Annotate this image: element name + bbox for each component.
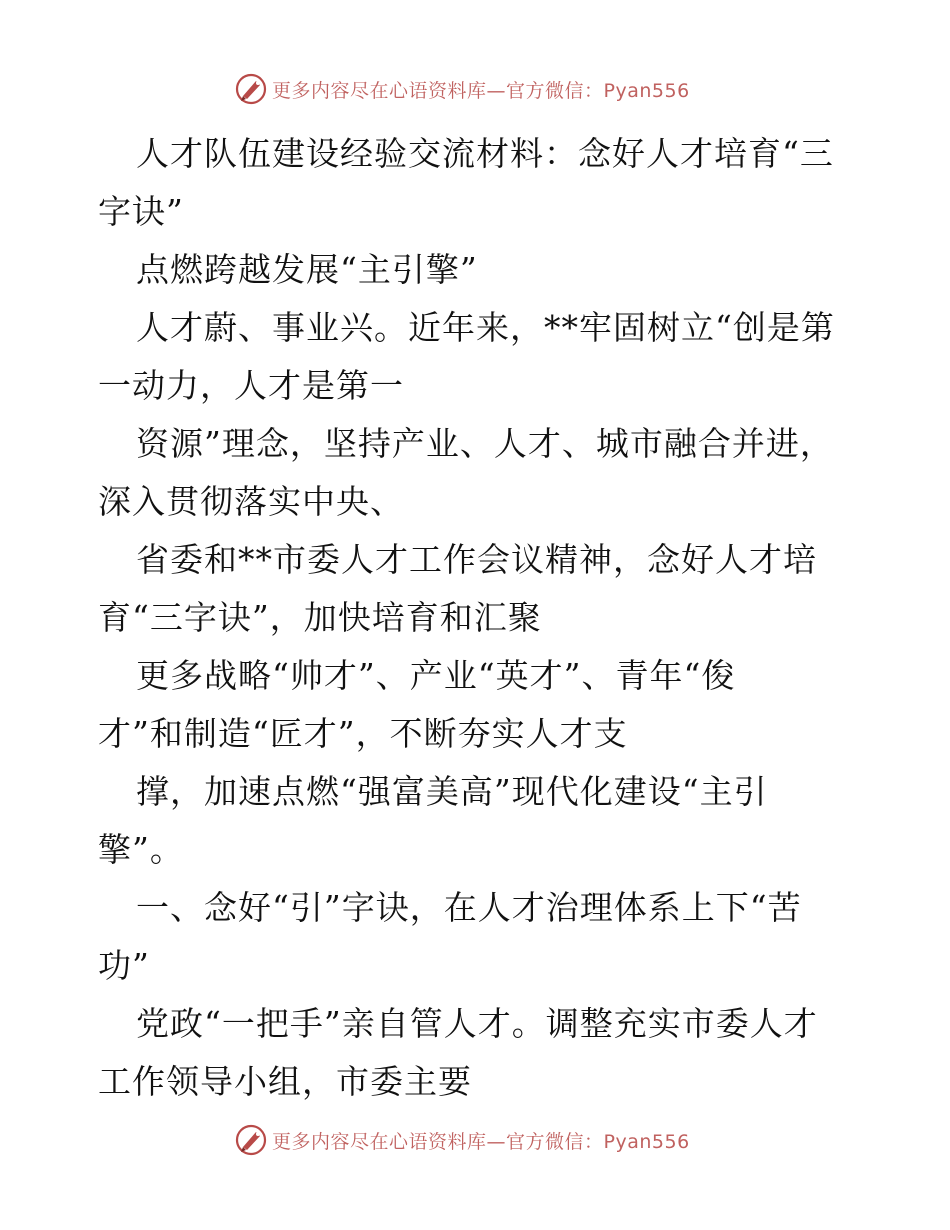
text-line: 工作领导小组，市委主要 — [98, 1062, 472, 1101]
header-banner-text: 更多内容尽在心语资料库—官方微信：Pyan556 — [272, 79, 690, 102]
text-line: 一动力，人才是第一 — [98, 366, 404, 405]
text-line: 擎”。 — [98, 830, 184, 869]
text-line: 点燃跨越发展“主引擎” — [136, 250, 478, 289]
text-line: 更多战略“帅才”、产业“英才”、青年“俊 — [136, 656, 736, 695]
pen-logo-icon — [234, 72, 268, 106]
text-line: 资源”理念，坚持产业、人才、城市融合并进， — [136, 424, 834, 463]
pen-logo-icon — [234, 1123, 268, 1157]
text-line: 功” — [98, 946, 150, 985]
footer-banner — [234, 1123, 690, 1157]
text-line: 人才队伍建设经验交流材料：念好人才培育“三 — [136, 134, 834, 173]
header-banner — [234, 72, 690, 106]
text-line: 字诀” — [98, 192, 184, 231]
text-line: 深入贯彻落实中央、 — [98, 482, 404, 521]
text-line: 一、念好“引”字诀，在人才治理体系上下“苦 — [136, 888, 802, 927]
text-line: 才”和制造“匠才”，不断夯实人才支 — [98, 714, 628, 753]
text-line: 省委和**市委人才工作会议精神，念好人才培 — [136, 540, 817, 579]
text-line: 育“三字诀”，加快培育和汇聚 — [98, 598, 542, 637]
footer-banner-text: 更多内容尽在心语资料库—官方微信：Pyan556 — [272, 1130, 690, 1153]
text-line: 撑，加速点燃“强富美高”现代化建设“主引 — [136, 772, 768, 811]
text-line: 党政“一把手”亲自管人才。调整充实市委人才 — [136, 1004, 818, 1043]
document-body — [98, 125, 868, 1111]
text-line: 人才蔚、事业兴。近年来，**牢固树立“创是第 — [136, 308, 835, 347]
